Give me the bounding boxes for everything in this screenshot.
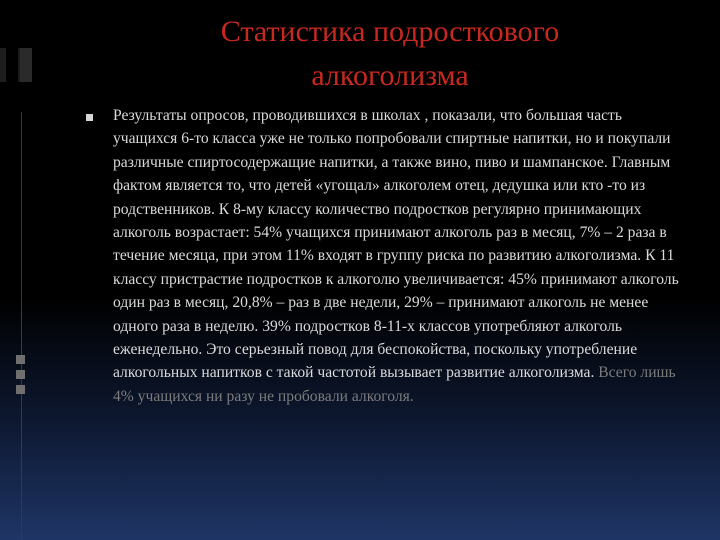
decor-line (21, 112, 22, 540)
bullet-text-faded: Всего лишь 4% учащихся ни разу не пробовали алкоголя. (113, 364, 676, 405)
left-decoration (0, 0, 38, 540)
decor-square (16, 385, 25, 394)
slide-title-line-2: алкоголизма (311, 59, 469, 92)
decor-block (0, 48, 6, 82)
slide-title (90, 10, 690, 98)
bullet-paragraph (113, 104, 688, 408)
decor-block (18, 48, 32, 82)
bullet-square-icon (86, 114, 93, 121)
bullet-text-main: Результаты опросов, проводившихся в школах , показали, что большая часть учащихся 6-то класса уже не только попробовали спиртные напитки, но и покупали различные спиртосодержащие напитки, а также вино, пиво и шампанское. Главным фактом является то, что детей «угощал» алкоголем отец, дедушка или кто -то из родственников. К 8-му классу количество подростков регулярно принимающих алкоголь возрастает: 54% учащихся принимают алкоголь раз в месяц, 7% – 2 раза в течение месяца, при этом 11% входят в группу риска по развитию алкоголизма. К 11 классу пристрастие подростков к алкоголю увеличивается: 45% принимают алкоголь один раз в месяц, 20,8% – раз в две недели, 29% – принимают алкоголь не менее одного раза в неделю. 39% подростков 8-11-х классов употребляют алкоголь еженедельно. Это серьезный повод для беспокойства, поскольку употребление алкогольных напитков с такой частотой вызывает развитие алкоголизма. (113, 107, 679, 382)
decor-square (16, 355, 25, 364)
slide-title-line-1: Статистика подросткового (220, 15, 560, 48)
decor-square (16, 370, 25, 379)
